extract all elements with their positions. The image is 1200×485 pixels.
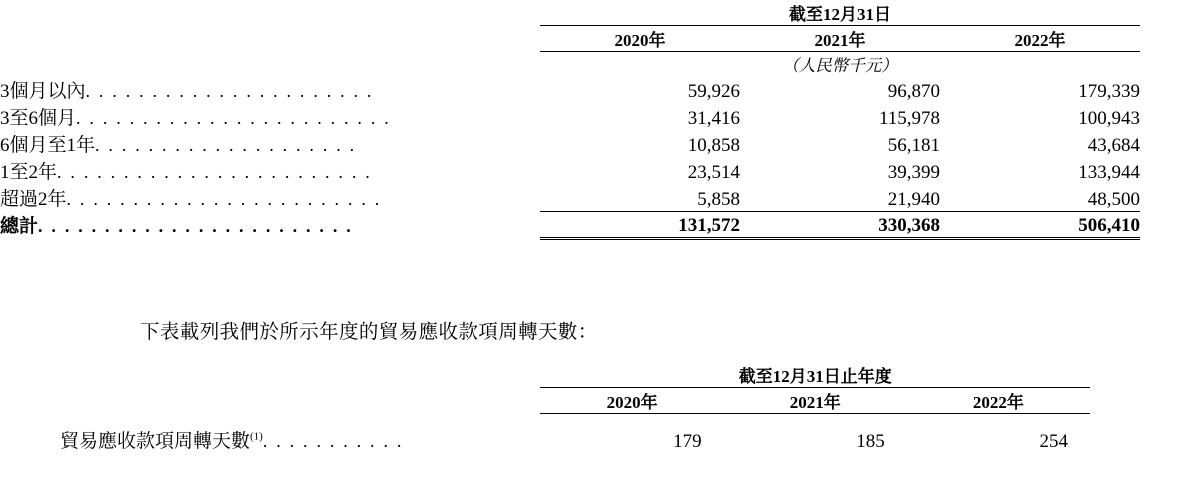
row-3-value-2022: 133,944 [1078, 162, 1140, 183]
row-4-value-2020: 5,858 [697, 188, 740, 210]
body-paragraph: 下表載列我們於所示年度的貿易應收款項周轉天數： [140, 322, 598, 343]
turnover-days-label [0, 414, 540, 455]
empty-cell [940, 52, 1140, 77]
table2-year-2021: 2021年 [724, 388, 907, 414]
leader-dots: . . . . . . . . . . . . . . . . . . . . . . [85, 81, 374, 101]
row-label-text-2: 6個月至1年 [0, 135, 96, 156]
turnover-days-2020: 179 [673, 430, 702, 452]
row-4-value-2021: 21,940 [887, 188, 940, 210]
row-2-value-2021: 56,181 [887, 135, 940, 156]
trade-receivables-aging-table [0, 0, 1140, 240]
footnote-marker: (1) [250, 430, 263, 443]
table-row [0, 414, 1090, 455]
empty-cell [0, 388, 540, 414]
turnover-days-2022: 254 [1039, 430, 1068, 452]
table-row [0, 157, 1140, 184]
table-row [0, 103, 1140, 130]
aging-table-container [0, 0, 1200, 240]
row-label-4 [0, 184, 540, 211]
leader-dots: . . . . . . . . . . . . . . . . . . . . [95, 135, 357, 155]
row-0-value-2022: 179,339 [1078, 81, 1140, 102]
table2-year-2020: 2020年 [540, 388, 723, 414]
total-label-text: 總計 [0, 216, 39, 237]
table1-year-2022: 2022年 [940, 26, 1140, 52]
table1-header-span-row [0, 0, 1140, 26]
total-value-2021: 330,368 [740, 211, 940, 238]
turnover-days-table-container [0, 362, 1200, 455]
table1-currency-note: （人民幣千元） [782, 56, 898, 75]
empty-cell [0, 52, 540, 77]
leader-dots: . . . . . . . . . . . . . . . . . . . . . . . . [76, 108, 391, 128]
table-row [0, 184, 1140, 211]
table1-header-span: 截至12月31日 [540, 0, 1140, 26]
table1-currency-row [0, 52, 1140, 77]
row-1-value-2022: 100,943 [1078, 108, 1140, 129]
table-row [0, 130, 1140, 157]
row-0-value-2021: 96,870 [887, 81, 940, 102]
table1-year-row [0, 26, 1140, 52]
empty-cell [0, 0, 540, 26]
total-value-2020: 131,572 [540, 211, 740, 238]
empty-cell [0, 362, 540, 388]
table-row [0, 76, 1140, 103]
row-3-value-2021: 39,399 [887, 162, 940, 183]
row-label-1 [0, 103, 540, 130]
empty-cell [540, 52, 740, 77]
table2-year-row [0, 388, 1090, 414]
leader-dots: . . . . . . . . . . . . . . . . . . . . . . . . [38, 216, 353, 236]
total-value-2022: 506,410 [940, 211, 1140, 238]
turnover-days-label-text: 貿易應收款項周轉天數 [60, 430, 251, 452]
row-label-text-4: 超過2年 [0, 189, 67, 210]
empty-cell [0, 26, 540, 52]
row-2-value-2022: 43,684 [1087, 135, 1140, 156]
leader-dots: . . . . . . . . . . . . . . . . . . . . . . . . [66, 189, 382, 209]
table1-year-2020: 2020年 [540, 26, 740, 52]
row-0-value-2020: 59,926 [687, 81, 740, 102]
table2-header-span-row [0, 362, 1090, 388]
total-label [0, 211, 540, 238]
table-total-row [0, 211, 1140, 238]
row-1-value-2021: 115,978 [878, 108, 940, 129]
leader-dots: . . . . . . . . . . . . . . . . . . . . . . . . [57, 162, 372, 182]
row-4-value-2022: 48,500 [1087, 188, 1140, 210]
table1-year-2021: 2021年 [740, 26, 940, 52]
leader-dots: . . . . . . . . . . . [262, 430, 404, 451]
row-3-value-2020: 23,514 [687, 162, 740, 183]
row-label-text-1: 3至6個月 [0, 108, 77, 129]
row-1-value-2020: 31,416 [687, 108, 740, 129]
row-label-2 [0, 130, 540, 157]
row-label-text-3: 1至2年 [0, 162, 58, 183]
table2-year-2022: 2022年 [907, 388, 1090, 414]
row-label-3 [0, 157, 540, 184]
turnover-days-2021: 185 [856, 430, 885, 452]
row-label-text-0: 3個月以內 [0, 81, 86, 102]
trade-receivables-turnover-days-table [0, 362, 1090, 455]
row-label-0 [0, 76, 540, 103]
table2-header-span: 截至12月31日止年度 [540, 362, 1090, 388]
row-2-value-2020: 10,858 [687, 135, 740, 156]
